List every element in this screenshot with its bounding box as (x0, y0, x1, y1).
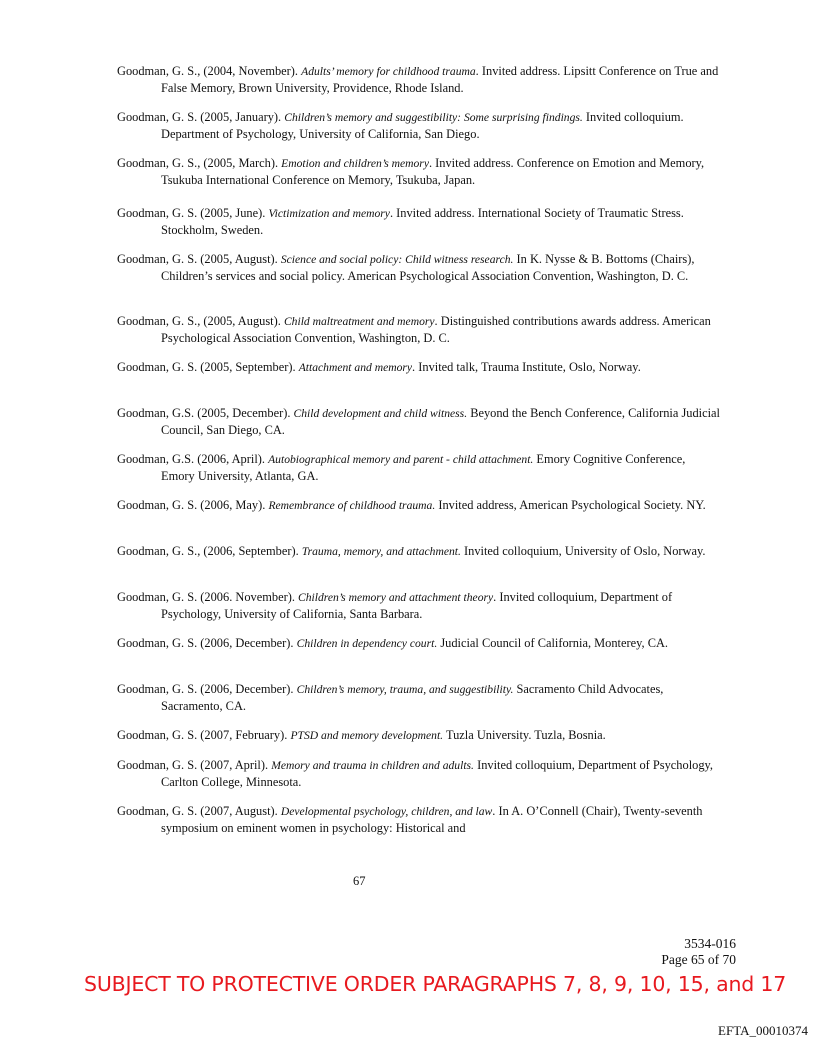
reference-title: Trauma, memory, and attachment. (301, 545, 461, 559)
reference-entry: Goodman, G. S. (2006. November). Children’s memory and attachment theory. Invited colloquium, Department of Psychology, University of California, Santa Barbara. (117, 590, 673, 622)
reference-entry: Goodman, G. S. (2007, August). Developmental psychology, children, and law. In A. O’Connell (Chair), Twenty-seventh symposium on eminent women in psychology: Historical and (117, 804, 703, 836)
reference-entry: Goodman, G. S. (2006, May). Remembrance of childhood trauma. Invited address, American Psychological Society. NY. (117, 498, 706, 513)
reference-title: Science and social policy: Child witness research. (280, 253, 514, 267)
reference-title: Adults’ memory for childhood trauma (301, 65, 476, 79)
reference-entry: Goodman, G. S. (2005, August). Science and social policy: Child witness research. In K. Nysse & B. Bottoms (Chairs), Children’s services and social policy. American Psychological Association Convention, Washington, D. C. (117, 252, 695, 284)
reference-entry: Goodman, G. S. (2007, February). PTSD and memory development. Tuzla University. Tuzla, Bosnia. (117, 728, 606, 743)
document-id: EFTA_00010374 (718, 1023, 808, 1038)
reference-title: Remembrance of childhood trauma. (268, 499, 436, 513)
reference-title: Victimization and memory (268, 207, 390, 221)
reference-title: Autobiographical memory and parent - child attachment. (268, 453, 534, 467)
reference-entry: Goodman, G. S. (2006, December). Children’s memory, trauma, and suggestibility. Sacramento Child Advocates, Sacramento, CA. (117, 682, 664, 714)
bates-page-count: Page 65 of 70 (661, 952, 736, 967)
reference-title: PTSD and memory development. (290, 729, 444, 743)
reference-entry: Goodman, G. S. (2005, June). Victimization and memory. Invited address. International Society of Traumatic Stress. Stockholm, Sweden. (117, 206, 684, 238)
reference-title: Children in dependency court. (296, 637, 438, 651)
reference-entry: Goodman, G. S., (2005, August). Child maltreatment and memory. Distinguished contributions awards address. American Psychological Association Convention, Washington, D. C. (117, 314, 711, 346)
bates-label (661, 936, 736, 968)
reference-title: Emotion and children’s memory (281, 157, 429, 171)
reference-title: Children’s memory and attachment theory (298, 591, 494, 605)
reference-title: Attachment and memory (298, 361, 413, 375)
reference-entry: Goodman, G.S. (2005, December). Child development and child witness. Beyond the Bench Conference, California Judicial Council, San Diego, CA. (117, 406, 720, 438)
reference-title: Memory and trauma in children and adults. (271, 759, 474, 773)
protective-order-notice: SUBJECT TO PROTECTIVE ORDER PARAGRAPHS 7, 8, 9, 10, 15, and 17 (84, 972, 787, 996)
reference-title: Children’s memory and suggestibility: Some surprising findings. (284, 111, 583, 125)
reference-entry: Goodman, G. S. (2005, January). Children’s memory and suggestibility: Some surprising findings. Invited colloquium. Department of Psychology, University of California, San Diego. (117, 110, 684, 142)
reference-entry: Goodman, G. S., (2005, March). Emotion and children’s memory. Invited address. Conference on Emotion and Memory, Tsukuba International Conference on Memory, Tsukuba, Japan. (117, 156, 705, 188)
reference-entry: Goodman, G. S., (2006, September). Trauma, memory, and attachment. Invited colloquium, University of Oslo, Norway. (117, 544, 706, 559)
reference-entry: Goodman, G. S. (2005, September). Attachment and memory. Invited talk, Trauma Institute, Oslo, Norway. (117, 360, 641, 375)
bates-code: 3534-016 (684, 936, 736, 951)
reference-entry: Goodman, G.S. (2006, April). Autobiographical memory and parent - child attachment. Emory Cognitive Conference, Emory University, Atlanta, GA. (117, 452, 686, 484)
reference-entry: Goodman, G. S. (2006, December). Children in dependency court. Judicial Council of California, Monterey, CA. (117, 636, 669, 651)
page-number: 67 (353, 874, 366, 888)
reference-title: Developmental psychology, children, and law (280, 805, 493, 819)
reference-title: Child maltreatment and memory (283, 315, 435, 329)
reference-entry: Goodman, G. S. (2007, April). Memory and trauma in children and adults. Invited colloquium, Department of Psychology, Carlton College, Minnesota. (117, 758, 714, 790)
reference-entry: Goodman, G. S., (2004, November). Adults’ memory for childhood trauma. Invited address. Lipsitt Conference on True and False Memory, Brown University, Providence, Rhode Island. (117, 64, 719, 96)
reference-title: Children’s memory, trauma, and suggestibility. (296, 683, 514, 697)
reference-title: Child development and child witness. (293, 407, 468, 421)
